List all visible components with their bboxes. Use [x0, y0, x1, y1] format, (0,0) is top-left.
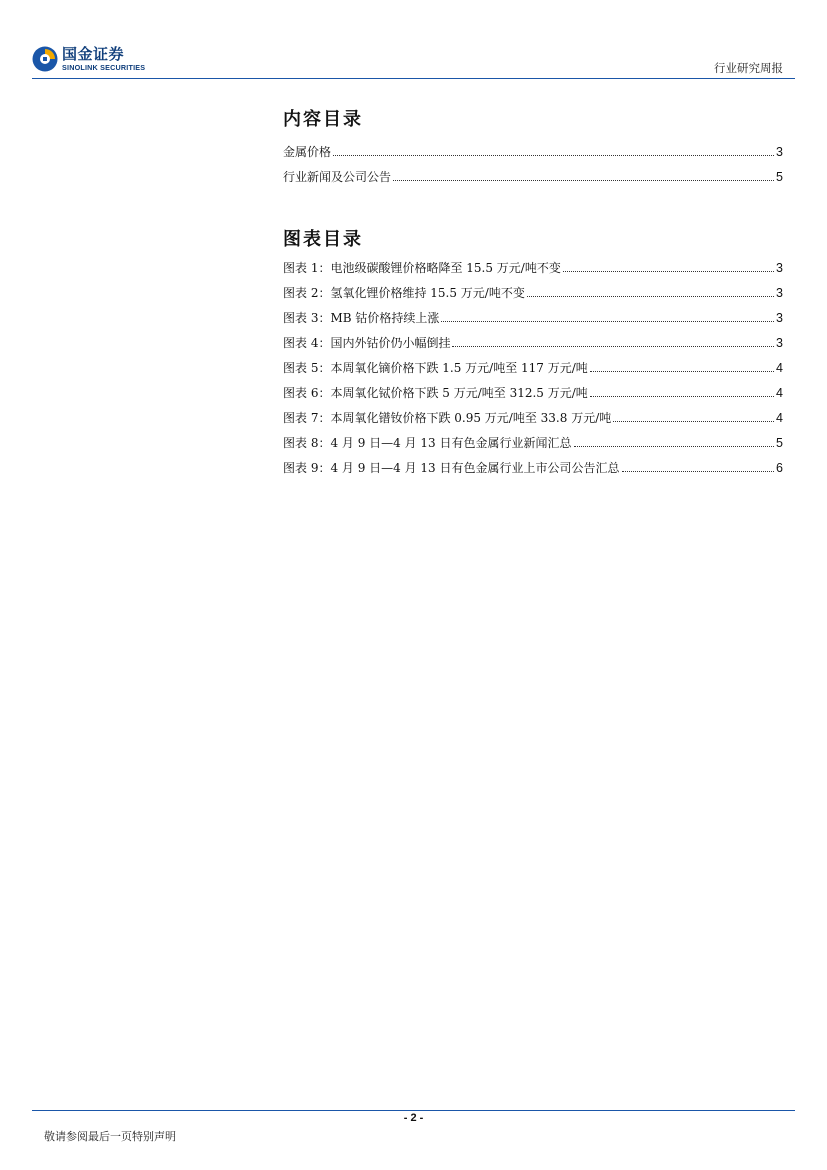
- figure-entry-label: 图表 3：MB 钴价格持续上涨: [283, 311, 440, 325]
- page-header: [0, 0, 827, 82]
- toc-entry-label: 金属价格: [283, 145, 332, 159]
- figure-entry-page: 4: [776, 386, 783, 400]
- figure-entry-page: 6: [776, 461, 783, 475]
- footer-divider: [32, 1110, 795, 1111]
- figure-entry-page: 5: [776, 436, 783, 450]
- toc-entry[interactable]: [283, 140, 783, 165]
- figure-entry[interactable]: [283, 256, 783, 281]
- toc-leader: [590, 396, 774, 397]
- toc-leader: [590, 371, 774, 372]
- figure-entry[interactable]: [283, 456, 783, 481]
- contents-toc: [283, 106, 783, 190]
- header-divider: [32, 78, 795, 79]
- sinolink-logo-icon: [32, 46, 58, 72]
- toc-entry-page: 5: [776, 170, 783, 184]
- figures-title: 图表目录: [283, 229, 363, 250]
- toc-leader: [563, 271, 774, 272]
- figure-entry-label: 图表 6：本周氧化铽价格下跌 5 万元/吨至 312.5 万元/吨: [283, 386, 588, 400]
- figure-entry-label: 图表 7：本周氧化镨钕价格下跌 0.95 万元/吨至 33.8 万元/吨: [283, 411, 612, 425]
- figure-entry-page: 3: [776, 336, 783, 350]
- figure-entry-page: 3: [776, 261, 783, 275]
- figure-entry-label: 图表 9：4 月 9 日—4 月 13 日有色金属行业上市公司公告汇总: [283, 461, 620, 475]
- figure-entry-page: 4: [776, 361, 783, 375]
- figure-entry[interactable]: [283, 331, 783, 356]
- toc-leader: [527, 296, 774, 297]
- figure-entry-label: 图表 2：氢氧化锂价格维持 15.5 万元/吨不变: [283, 286, 525, 300]
- figure-entry-label: 图表 4：国内外钴价仍小幅倒挂: [283, 336, 451, 350]
- report-type: 行业研究周报: [714, 61, 783, 75]
- toc-leader: [574, 446, 775, 447]
- figure-entry[interactable]: [283, 406, 783, 431]
- logo-chinese-name: 国金证券: [62, 44, 125, 63]
- toc-entry[interactable]: [283, 165, 783, 190]
- contents-title: 内容目录: [283, 109, 363, 130]
- logo-english-name: SINOLINK SECURITIES: [62, 62, 146, 72]
- disclaimer-text: 敬请参阅最后一页特别声明: [44, 1130, 176, 1143]
- toc-leader: [441, 321, 774, 322]
- toc-leader: [622, 471, 775, 472]
- figure-entry[interactable]: [283, 431, 783, 456]
- page-number: - 2 -: [403, 1112, 424, 1124]
- figure-entry-page: 4: [776, 411, 783, 425]
- figure-entry[interactable]: [283, 306, 783, 331]
- figure-entry-label: 图表 1：电池级碳酸锂价格略降至 15.5 万元/吨不变: [283, 261, 561, 275]
- toc-entry-page: 3: [776, 145, 783, 159]
- company-logo: [32, 46, 145, 72]
- toc-leader: [613, 421, 774, 422]
- toc-leader: [393, 180, 774, 181]
- toc-entry-label: 行业新闻及公司公告: [283, 170, 392, 184]
- figure-entry[interactable]: [283, 381, 783, 406]
- figure-entry[interactable]: [283, 356, 783, 381]
- figure-entry-page: 3: [776, 311, 783, 325]
- figure-entry-label: 图表 5：本周氧化镝价格下跌 1.5 万元/吨至 117 万元/吨: [283, 361, 588, 375]
- figures-toc: [283, 226, 783, 481]
- figure-entry-label: 图表 8：4 月 9 日—4 月 13 日有色金属行业新闻汇总: [283, 436, 572, 450]
- figure-entry[interactable]: [283, 281, 783, 306]
- figure-entry-page: 3: [776, 286, 783, 300]
- toc-leader: [452, 346, 774, 347]
- toc-leader: [333, 155, 774, 156]
